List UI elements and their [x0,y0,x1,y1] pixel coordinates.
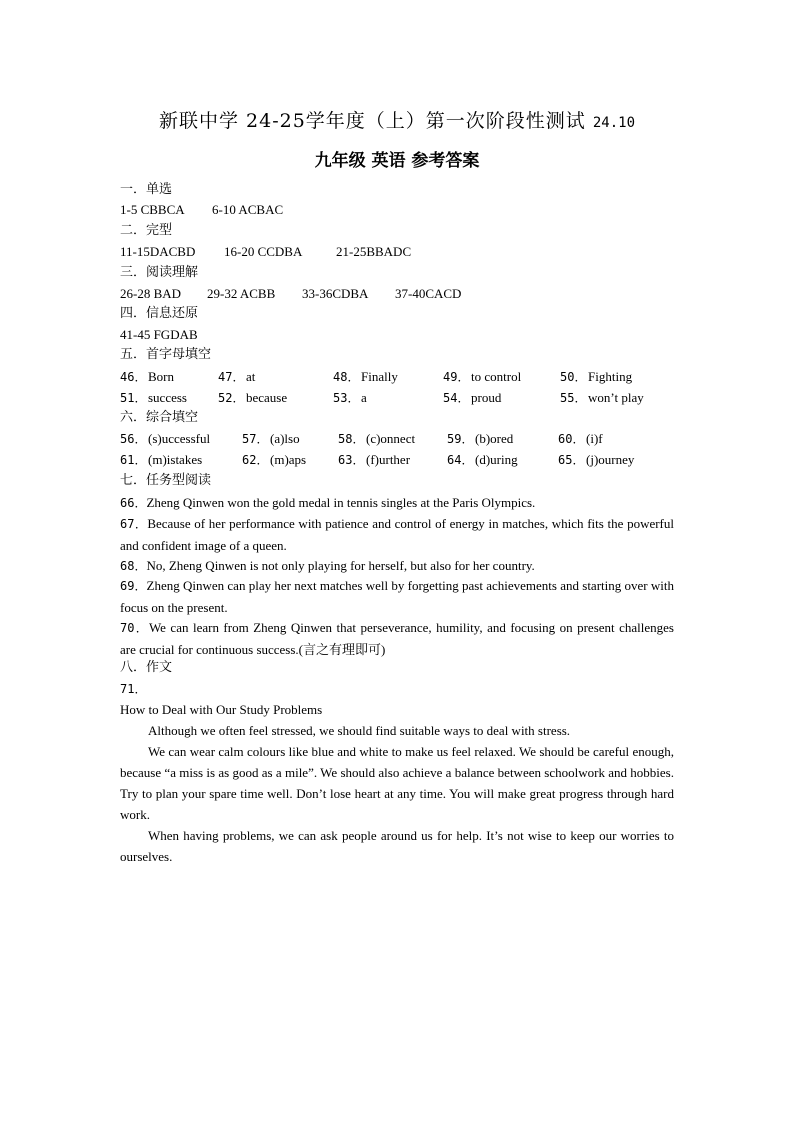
answers-comprehensive-fill-row-1 [120,429,680,449]
item-number: 70． [120,621,149,635]
item-answer: (b)ored [475,431,514,446]
answers-info-restore [120,325,680,345]
item-answer: We can learn from Zheng Qinwen that perseverance, humility, and focusing on present challenges are crucial for continuous success.(言之有理即可) [120,620,674,657]
item-number: 67． [120,517,148,531]
item-answer: a [361,390,367,405]
task-answer-66 [120,492,674,514]
item-number: 52． [218,391,245,405]
title-text: 新联中学 24-25学年度（上）第一次阶段性测试 [158,110,586,132]
item-answer: Zheng Qinwen won the gold medal in tennis singles at the Paris Olympics. [146,495,536,510]
item-answer: (d)uring [475,452,518,467]
item-answer: (s)uccessful [148,431,211,446]
answers-initial-letter-row-1 [120,367,680,387]
answers-comprehensive-fill-row-2 [120,450,680,470]
item-number: 56． [120,432,147,446]
section-heading-composition: 八．作文 [120,660,173,675]
answers-initial-letter-row-2 [120,388,680,408]
item-answer: (j)ourney [586,452,635,467]
item-number: 49． [443,370,470,384]
task-answer-67 [120,513,674,556]
task-answer-70 [120,617,674,660]
item-number: 63． [338,453,365,467]
page-subtitle: 九年级 英语 参考答案 [314,151,480,171]
item-number: 59． [447,432,474,446]
item-answer: (c)onnect [366,431,416,446]
item-answer: Fighting [588,369,633,384]
section-heading-initial-letter: 五．首字母填空 [120,347,212,362]
answer-group: 6-10 ACBAC [212,202,284,217]
item-answer: (m)aps [270,452,307,467]
item-answer: (i)f [586,431,603,446]
section-heading-reading: 三．阅读理解 [120,265,199,280]
task-answer-69 [120,575,674,618]
item-number: 58． [338,432,365,446]
item-answer: at [246,369,256,384]
essay-title: How to Deal with Our Study Problems [120,702,323,717]
item-answer: (f)urther [366,452,411,467]
item-number: 48． [333,370,360,384]
answer-group: 29-32 ACBB [207,286,276,301]
answer-group: 37-40CACD [395,286,462,301]
item-number: 57． [242,432,269,446]
title-date-code: 24.10 [592,115,636,131]
item-answer: Finally [361,369,398,384]
item-number: 60． [558,432,585,446]
item-number: 50． [560,370,587,384]
item-number: 51． [120,391,147,405]
item-answer: Zheng Qinwen can play her next matches well by forgetting past achievements and starting over with focus on the present. [120,578,675,615]
item-number: 46． [120,370,147,384]
section-heading-single-choice: 一．单选 [120,182,173,197]
section-heading-cloze: 二．完型 [120,223,173,238]
answer-group: 1-5 CBBCA [120,202,185,217]
item-number: 65． [558,453,585,467]
answer-group: 16-20 CCDBA [224,244,303,259]
item-number: 54． [443,391,470,405]
page-title [0,106,794,133]
item-number: 47． [218,370,245,384]
section-heading-info-restore: 四．信息还原 [120,306,199,321]
answers-reading [120,284,680,304]
item-answer: (a)lso [270,431,300,446]
answer-group: 11-15DACBD [120,244,196,259]
answer-group: 21-25BBADC [336,244,412,259]
item-number: 61． [120,453,147,467]
item-number: 53． [333,391,360,405]
item-number: 64． [447,453,474,467]
item-number: 55． [560,391,587,405]
item-answer: No, Zheng Qinwen is not only playing for herself, but also for her country. [146,558,535,573]
task-answer-68 [120,555,674,577]
answers-cloze [120,242,680,262]
composition-number: 71． [120,682,147,696]
item-answer: proud [471,390,502,405]
item-answer: because [246,390,288,405]
item-answer: success [148,390,187,405]
section-heading-comprehensive-fill: 六．综合填空 [120,410,199,425]
item-number: 66． [120,496,147,510]
answer-group: 26-28 BAD [120,286,182,301]
item-answer: (m)istakes [148,452,203,467]
item-number: 68． [120,559,147,573]
item-number: 69． [120,579,147,593]
item-answer: to control [471,369,522,384]
item-number: 62． [242,453,269,467]
section-heading-task-reading: 七．任务型阅读 [120,473,212,488]
essay-paragraph: We can wear calm colours like blue and white to make us feel relaxed. We should be careful enough, because “a miss is as good as a mile”. We should also achieve a balance between schoolwork and hobbies. Try to plan your spare time well. Don’t lose heart at any time. You will make great progress through hard work. [120,744,674,822]
answer-group: 41-45 FGDAB [120,327,198,342]
essay-paragraph: When having problems, we can ask people around us for help. It’s not wise to keep our worries to ourselves. [120,828,674,864]
item-answer: Because of her performance with patience and control of energy in matches, which fits the powerful and confident image of a queen. [120,516,674,553]
answer-group: 33-36CDBA [302,286,369,301]
item-answer: won’t play [588,390,644,405]
answers-single-choice [120,200,680,220]
essay-paragraph: Although we often feel stressed, we should find suitable ways to deal with stress. [148,723,571,738]
item-answer: Born [148,369,174,384]
